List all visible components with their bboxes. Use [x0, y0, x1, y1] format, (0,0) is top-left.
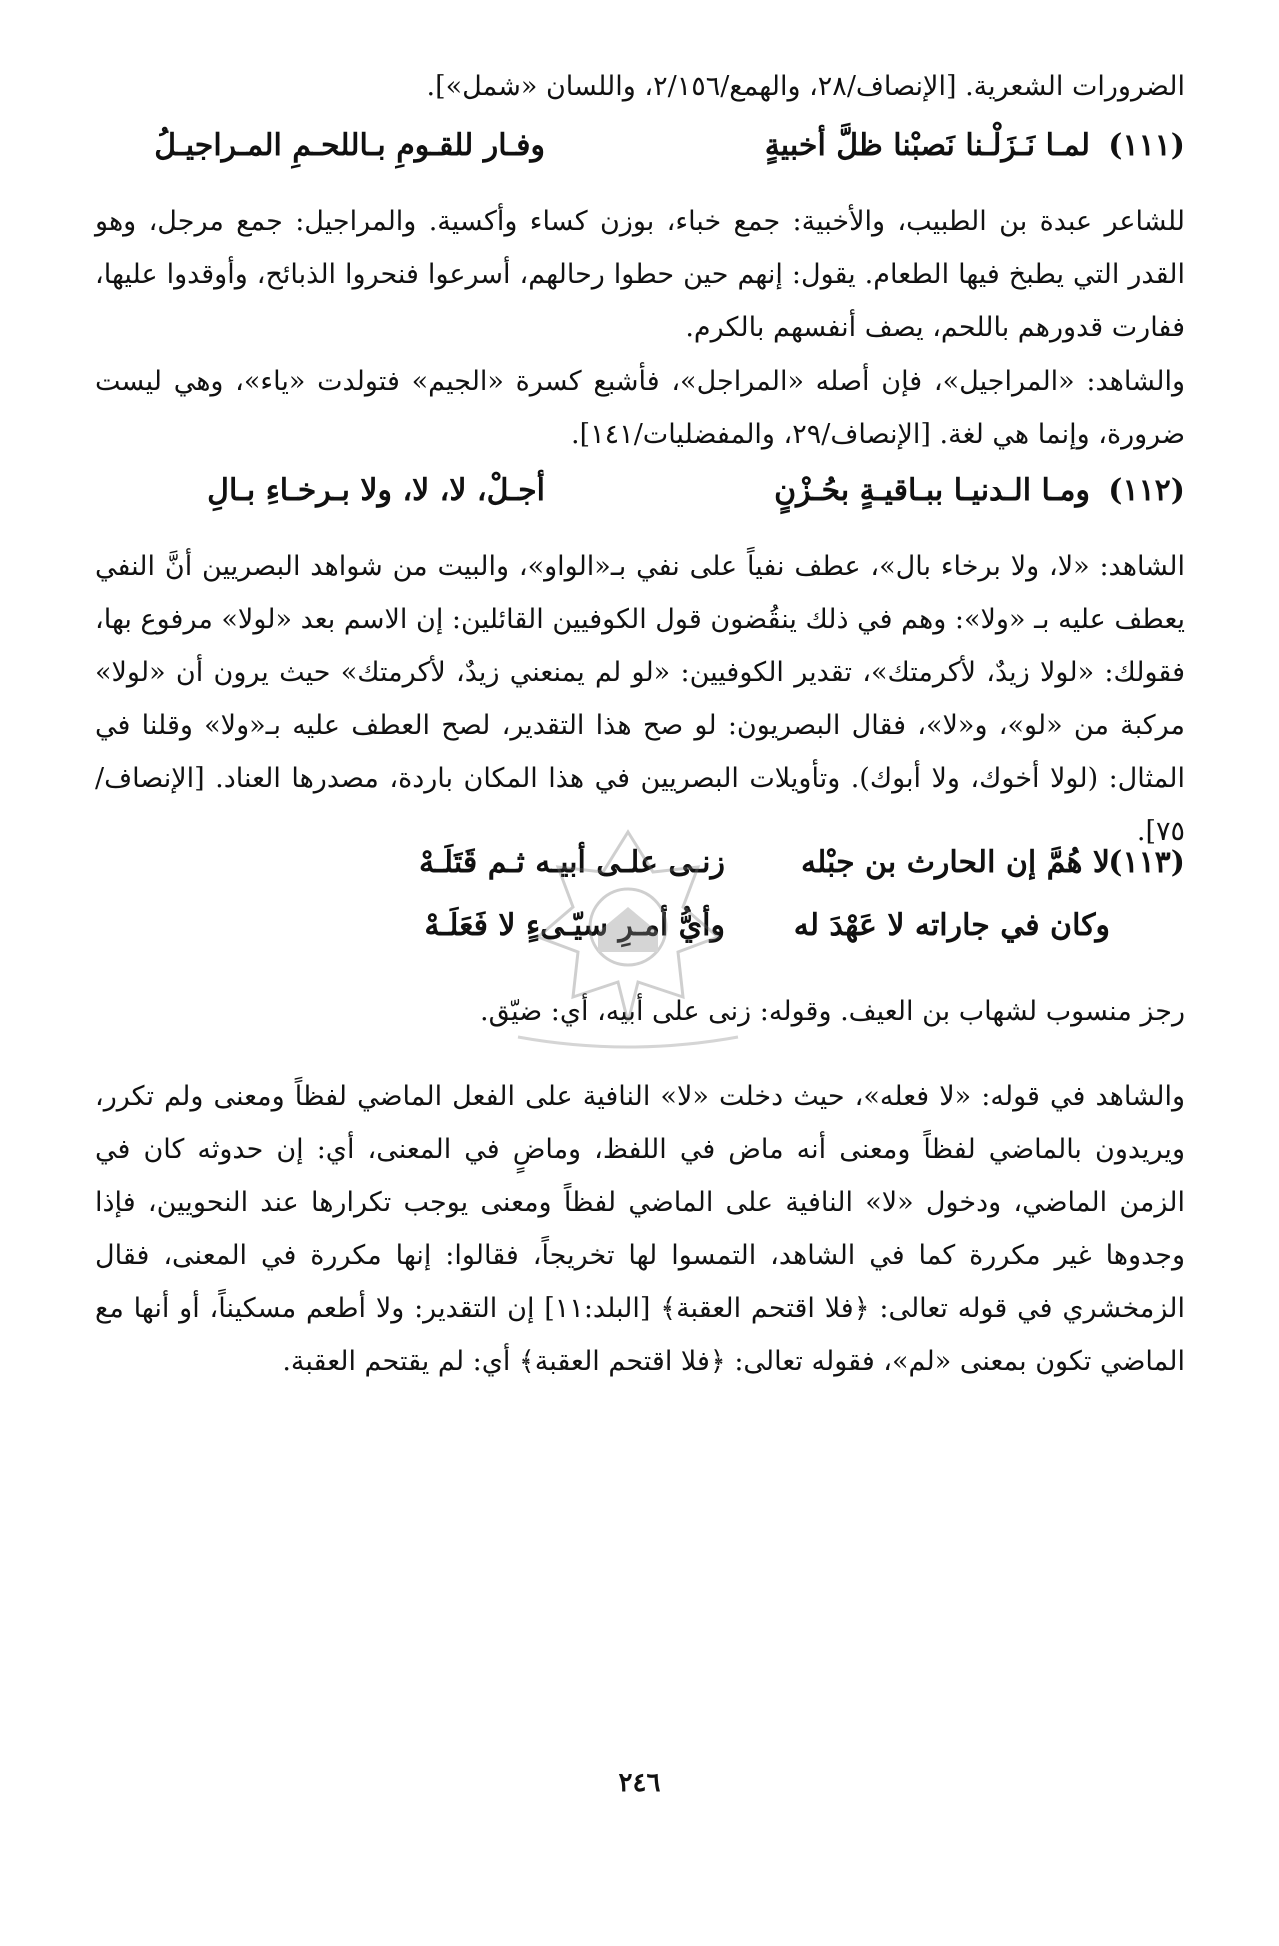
verse-number: (١١٣) — [1108, 845, 1185, 880]
verse-111 — [95, 118, 1185, 178]
verse-number: (١١٢) — [1108, 473, 1185, 508]
paragraph-evidence-111: والشاهد: «المراجيل»، فإن أصله «المراجل»، فأشبع كسرة «الجيم» فتولدت «ياء»، وهي ليست ضرورة، وإنما هي لغة. [الإنصاف/٢٩، والمفضليات/١٤١]. — [95, 366, 1185, 450]
verse-hemistich-2: وأيُّ أمـرِ سيّـىءٍ لا فَعَلَـهْ — [424, 908, 725, 943]
paragraph-evidence-113: والشاهد في قوله: «لا فعله»، حيث دخلت «لا» النافية على الفعل الماضي لفظاً ومعنى ولم تكرر، ويريدون بالماضي لفظاً ومعنى أنه ماض في اللفظ، وماضٍ في المعنى، أي: إن حدوثه كان في الزمن الماضي، ودخول «لا» النافية على الماضي لفظاً ومعنى يوجب تكرارها عند النحويين، فإذا وجدوها غير مكررة كما في الشاهد، التمسوا لها تخريجاً، فقالوا: إنها مكررة في المعنى، فقال الزمخشري في قوله تعالى: ﴿فلا اقتحم العقبة﴾ [البلد:١١] إن التقدير: ولا أطعم مسكيناً، أو أنها مع الماضي تكون بمعنى «لم»، فقوله تعالى: ﴿فلا اقتحم العقبة﴾ أي: لم يقتحم العقبة. — [95, 1081, 1185, 1377]
verse-number: (١١١) — [1108, 128, 1185, 163]
verse-hemistich-2: وفـار للقـومِ بـاللحـمِ المـراجيـلُ — [154, 128, 545, 163]
verse-hemistich-1: لا هُمَّ إن الحارث بن جبْله — [801, 845, 1110, 880]
verse-hemistich-2: أجـلْ، لا، لا، ولا بـرخـاءِ بـالِ — [207, 473, 545, 508]
paragraph-commentary-111: للشاعر عبدة بن الطبيب، والأخبية: جمع خباء، بوزن كساء وأكسية. والمراجيل: جمع مرجل، وهو القدر التي يطبخ فيها الطعام. يقول: إنهم حين حطوا رحالهم، أسرعوا فنحروا الذبائح، وأوقدوا عليها، ففارت قدورهم باللحم، يصف أنفسهم بالكرم. — [95, 206, 1185, 343]
paragraph-evidence-112: الشاهد: «لا، ولا برخاء بال»، عطف نفياً على نفي بـ«الواو»، والبيت من شواهد البصريين أنَّ النفي يعطف عليه بـ «ولا»: وهم في ذلك ينقُضون قول الكوفيين القائلين: إن الاسم بعد «لولا» مرفوع بها، فقولك: «لولا زيدٌ، لأكرمتك»، تقدير الكوفيين: «لو لم يمنعني زيدٌ، لأكرمتك» حيث يرون أن «لولا» مركبة من «لو»، و«لا»، فقال البصريون: لو صح هذا التقدير، لصح العطف عليه بـ«ولا» وقلنا في المثال: (لولا أخوك، ولا أبوك). وتأويلات البصريين في هذا المكان باردة، مصدرها العناد. [الإنصاف/٧٥]. — [95, 551, 1185, 847]
paragraph-continuation: الضرورات الشعرية. [الإنصاف/٢٨، والهمع/٢/١٥٦، واللسان «شمل»]. — [426, 71, 1185, 102]
verse-hemistich-1: ومـا الـدنيـا ببـاقيـةٍ بحُـزْنٍ — [774, 473, 1090, 508]
verse-hemistich-2: زنـى علـى أبيـه ثـم قَتَلَـهْ — [419, 845, 725, 880]
verse-112 — [95, 463, 1185, 523]
verse-hemistich-1: وكان في جاراته لا عَهْدَ له — [793, 908, 1110, 943]
paragraph-attribution-113: رجز منسوب لشهاب بن العيف. وقوله: زنى على أبيه، أي: ضيّق. — [480, 996, 1185, 1027]
page-number: ٢٤٦ — [618, 1768, 661, 1798]
library-watermark-seal — [478, 812, 778, 1062]
verse-hemistich-1: لمـا نَـزَلْـنا نَصبْنا ظلَّ أخبيةٍ — [764, 128, 1090, 163]
